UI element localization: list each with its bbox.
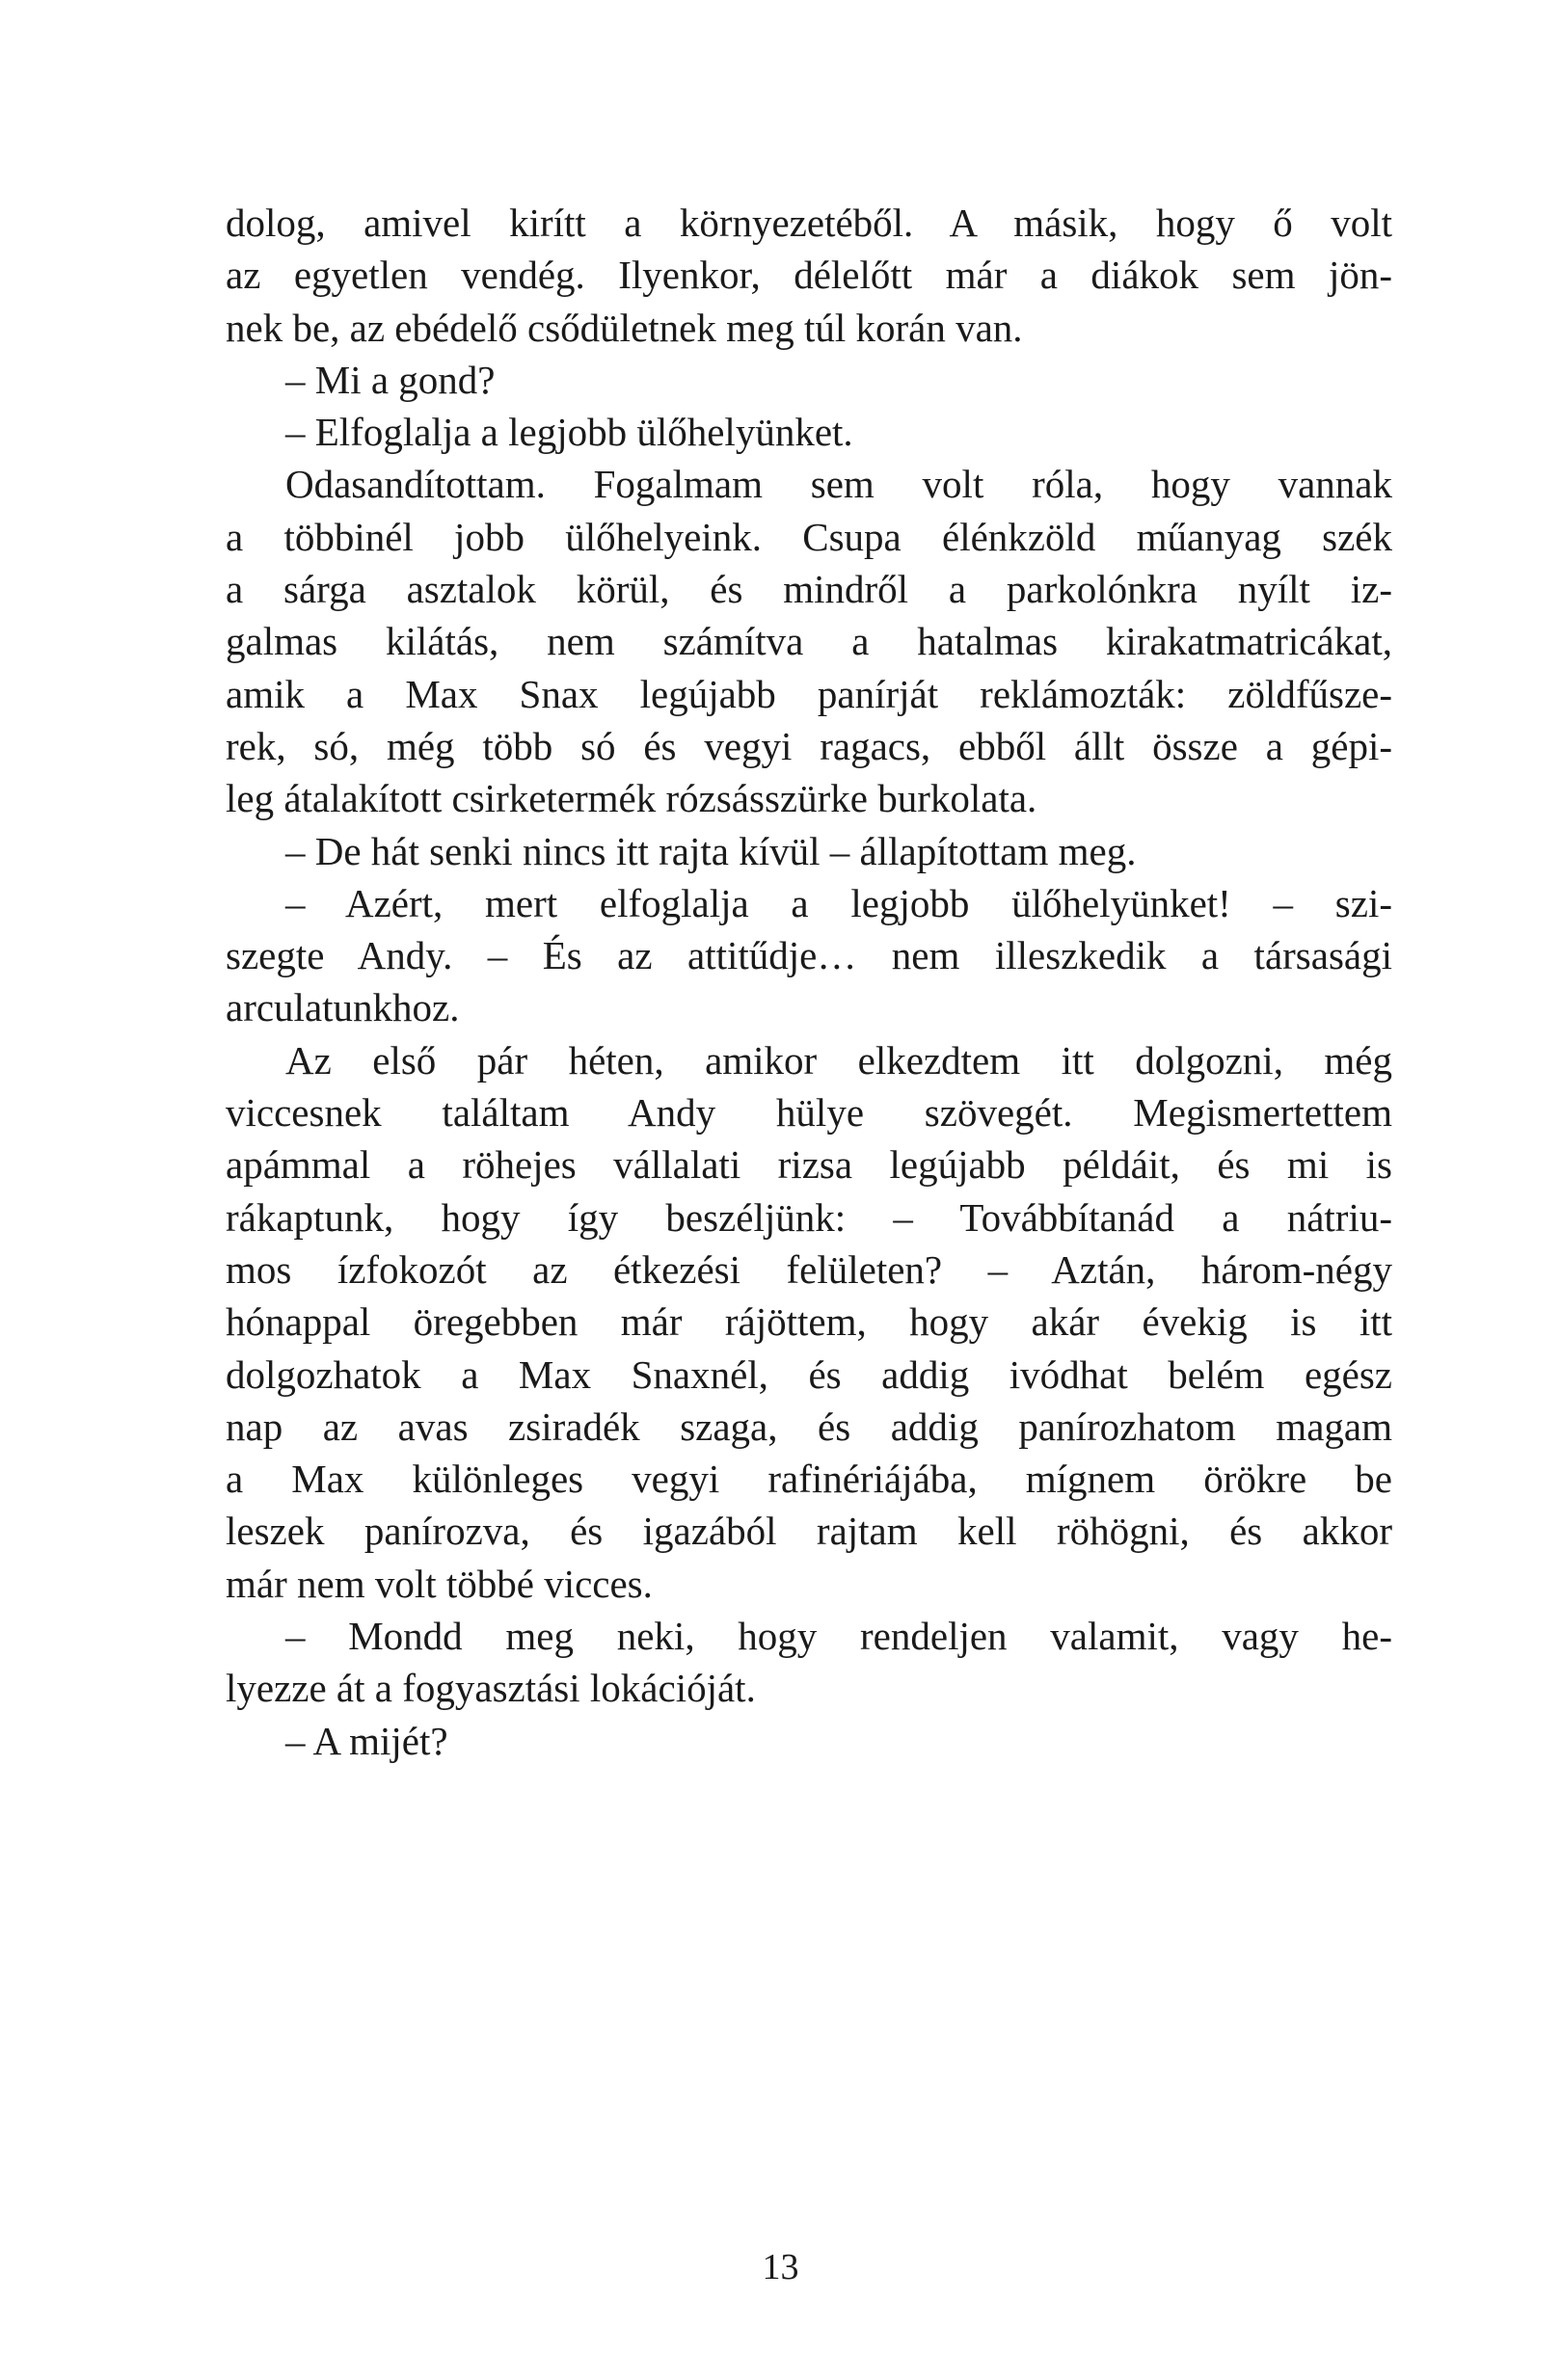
text-line: – A mijét? bbox=[285, 1718, 448, 1763]
text-line: Az első pár héten, amikor elkezdtem itt dolgozni, még bbox=[285, 1037, 1392, 1083]
text-line: a sárga asztalok körül, és mindről a parkolónkra nyílt iz- bbox=[226, 567, 1392, 612]
text-line: amik a Max Snax legújabb panírját reklámozták: zöldfűsze- bbox=[226, 671, 1392, 716]
text-line: – Elfoglalja a legjobb ülőhelyünket. bbox=[285, 410, 853, 455]
paragraph bbox=[226, 458, 1392, 824]
dialogue-line bbox=[226, 354, 1392, 406]
dialogue-line bbox=[226, 406, 1392, 458]
text-line: lyezze át a fogyasztási lokációját. bbox=[226, 1666, 756, 1711]
text-line: galmas kilátás, nem számítva a hatalmas kirakatmatricákat, bbox=[226, 619, 1392, 664]
text-line: dolgozhatok a Max Snaxnél, és addig ivódhat belém egész bbox=[226, 1351, 1392, 1397]
text-line: – Azért, mert elfoglalja a legjobb ülőhelyünket! – szi- bbox=[285, 880, 1392, 925]
text-line: – De hát senki nincs itt rajta kívül – állapítottam meg. bbox=[285, 828, 1137, 873]
text-line: már nem volt többé vicces. bbox=[226, 1561, 653, 1606]
text-line: mos ízfokozót az étkezési felületen? – Aztán, három-négy bbox=[226, 1246, 1392, 1292]
text-line: leg átalakított csirketermék rózsásszürke burkolata. bbox=[226, 776, 1037, 821]
text-line: rek, só, még több só és vegyi ragacs, ebből állt össze a gépi- bbox=[226, 723, 1392, 768]
page-body-text bbox=[226, 197, 1392, 1767]
text-line: az egyetlen vendég. Ilyenkor, délelőtt már a diákok sem jön- bbox=[226, 253, 1392, 298]
text-line: rákaptunk, hogy így beszéljünk: – Továbbítanád a nátriu- bbox=[226, 1194, 1392, 1240]
text-line: nek be, az ebédelő csődületnek meg túl korán van. bbox=[226, 305, 1023, 350]
text-line: – Mondd meg neki, hogy rendeljen valamit, vagy he- bbox=[285, 1614, 1392, 1659]
text-line: viccesnek találtam Andy hülye szövegét. Megismertettem bbox=[226, 1090, 1392, 1136]
text-line: – Mi a gond? bbox=[285, 357, 496, 402]
text-line: a többinél jobb ülőhelyeink. Csupa élénkzöld műanyag szék bbox=[226, 514, 1392, 559]
dialogue-line bbox=[226, 877, 1392, 1034]
text-line: dolog, amivel kirítt a környezetéből. A másik, hogy ő volt bbox=[226, 201, 1392, 245]
text-line: hónappal öregebben már rájöttem, hogy akár évekig is itt bbox=[226, 1299, 1392, 1345]
page-number: 13 bbox=[762, 2247, 799, 2287]
paragraph bbox=[226, 1034, 1392, 1610]
dialogue-line bbox=[226, 825, 1392, 877]
text-line: Odasandítottam. Fogalmam sem volt róla, hogy vannak bbox=[285, 462, 1392, 507]
text-line: a Max különleges vegyi rafinériájába, mígnem örökre be bbox=[226, 1457, 1392, 1502]
text-line: szegte Andy. – És az attitűdje… nem illeszkedik a társasági bbox=[226, 933, 1392, 978]
paragraph-continuation bbox=[226, 197, 1392, 354]
text-line: arculatunkhoz. bbox=[226, 985, 460, 1030]
dialogue-line bbox=[226, 1610, 1392, 1715]
text-line: nap az avas zsiradék szaga, és addig panírozhatom magam bbox=[226, 1404, 1392, 1449]
text-line: apámmal a röhejes vállalati rizsa legújabb példáit, és mi is bbox=[226, 1142, 1392, 1188]
dialogue-line bbox=[226, 1715, 1392, 1767]
text-line: leszek panírozva, és igazából rajtam kell röhögni, és akkor bbox=[226, 1509, 1392, 1554]
